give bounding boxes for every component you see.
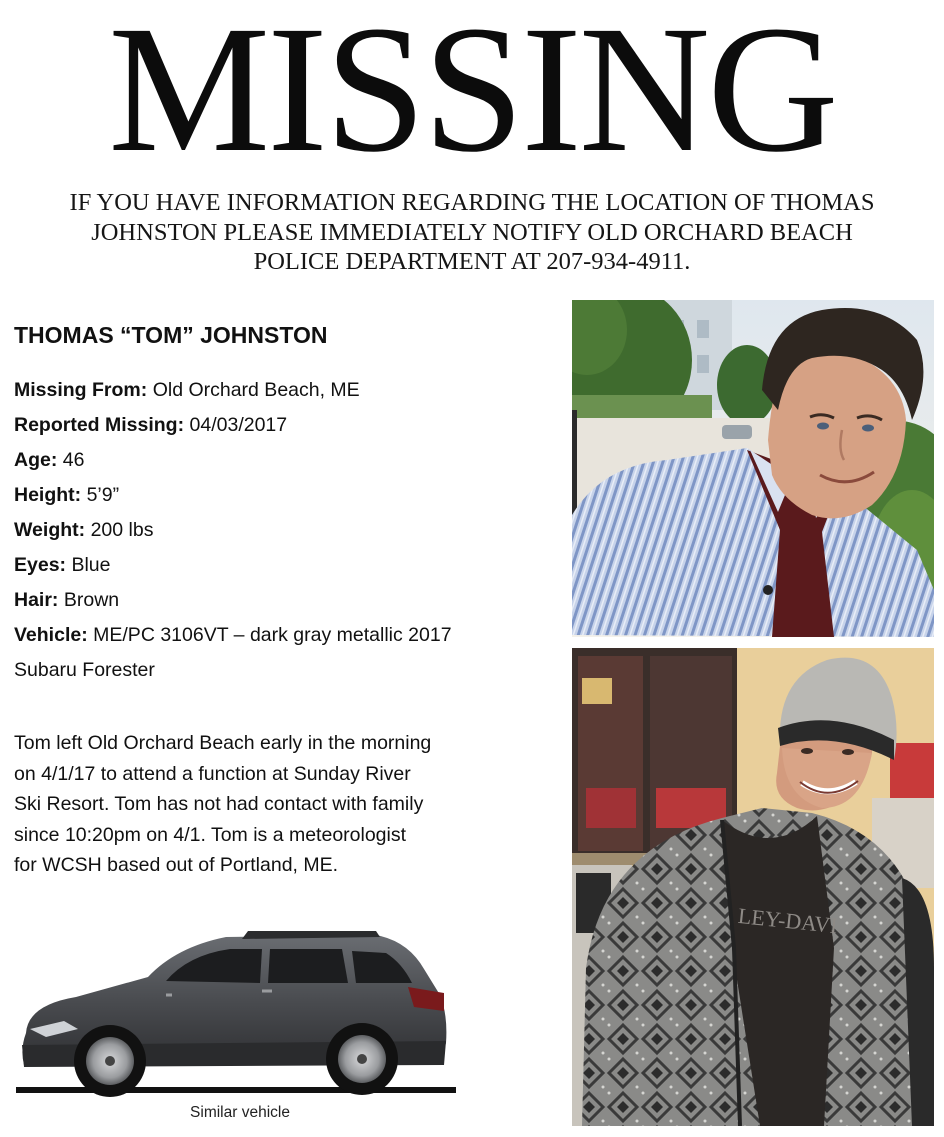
- paragraph-line: Ski Resort. Tom has not had contact with family: [14, 793, 424, 815]
- person-name: THOMAS “TOM” JOHNSTON: [14, 322, 328, 348]
- photo-beanie: [572, 648, 934, 1126]
- fact-hair: [14, 583, 554, 618]
- fact-reported-missing: [14, 408, 554, 443]
- fact-label: Height:: [14, 484, 82, 506]
- fact-weight: [14, 513, 554, 548]
- beanie-photo-illustration: [572, 648, 934, 1126]
- fact-label: Reported Missing:: [14, 414, 185, 436]
- shirt-logo-text: LEY-DAVI: [736, 902, 839, 939]
- notice-line: JOHNSTON PLEASE IMMEDIATELY NOTIFY OLD ORCHARD BEACH: [91, 218, 853, 246]
- description-list: [14, 373, 554, 688]
- fact-vehicle: [14, 618, 554, 653]
- fact-label: Eyes:: [14, 554, 67, 576]
- fact-value: Old Orchard Beach, ME: [152, 379, 360, 401]
- fact-label: Weight:: [14, 519, 86, 541]
- fact-height: [14, 478, 554, 513]
- similar-vehicle-image: [16, 925, 464, 1097]
- fact-value: 5’9”: [86, 484, 120, 506]
- paragraph-line: since 10:20pm on 4/1. Tom is a meteorologist: [14, 823, 407, 846]
- fact-value: Brown: [63, 589, 120, 611]
- contact-notice: [40, 188, 904, 277]
- fact-label: Hair:: [14, 589, 59, 611]
- fact-value: 46: [62, 449, 85, 471]
- notice-line: IF YOU HAVE INFORMATION REGARDING THE LOCATION OF THOMAS: [69, 189, 875, 216]
- vehicle-caption: Similar vehicle: [190, 1104, 290, 1121]
- fact-value: 200 lbs: [90, 519, 154, 541]
- paragraph-line: on 4/1/17 to attend a function at Sunday River: [14, 762, 411, 785]
- fact-value: 04/03/2017: [189, 414, 288, 436]
- fact-missing-from: [14, 373, 554, 408]
- paragraph-line: Tom left Old Orchard Beach early in the morning: [14, 732, 432, 754]
- fact-eyes: [14, 548, 554, 583]
- notice-line: POLICE DEPARTMENT AT 207-934-4911.: [253, 248, 691, 275]
- fact-label: Age:: [14, 449, 58, 471]
- fact-vehicle-continued: Subaru Forester: [14, 659, 155, 681]
- fact-label: Vehicle:: [14, 624, 88, 646]
- fact-age: [14, 443, 554, 478]
- selfie-illustration: [572, 300, 934, 637]
- fact-value: Blue: [71, 554, 111, 576]
- circumstances-paragraph: [14, 728, 554, 881]
- fact-label: Missing From:: [14, 379, 148, 401]
- fact-value: ME/PC 3106VT – dark gray metallic 2017: [93, 624, 452, 646]
- photo-selfie: [572, 300, 934, 637]
- paragraph-line: for WCSH based out of Portland, ME.: [14, 854, 339, 876]
- suv-illustration: [16, 925, 464, 1097]
- missing-headline: MISSING: [108, 0, 836, 190]
